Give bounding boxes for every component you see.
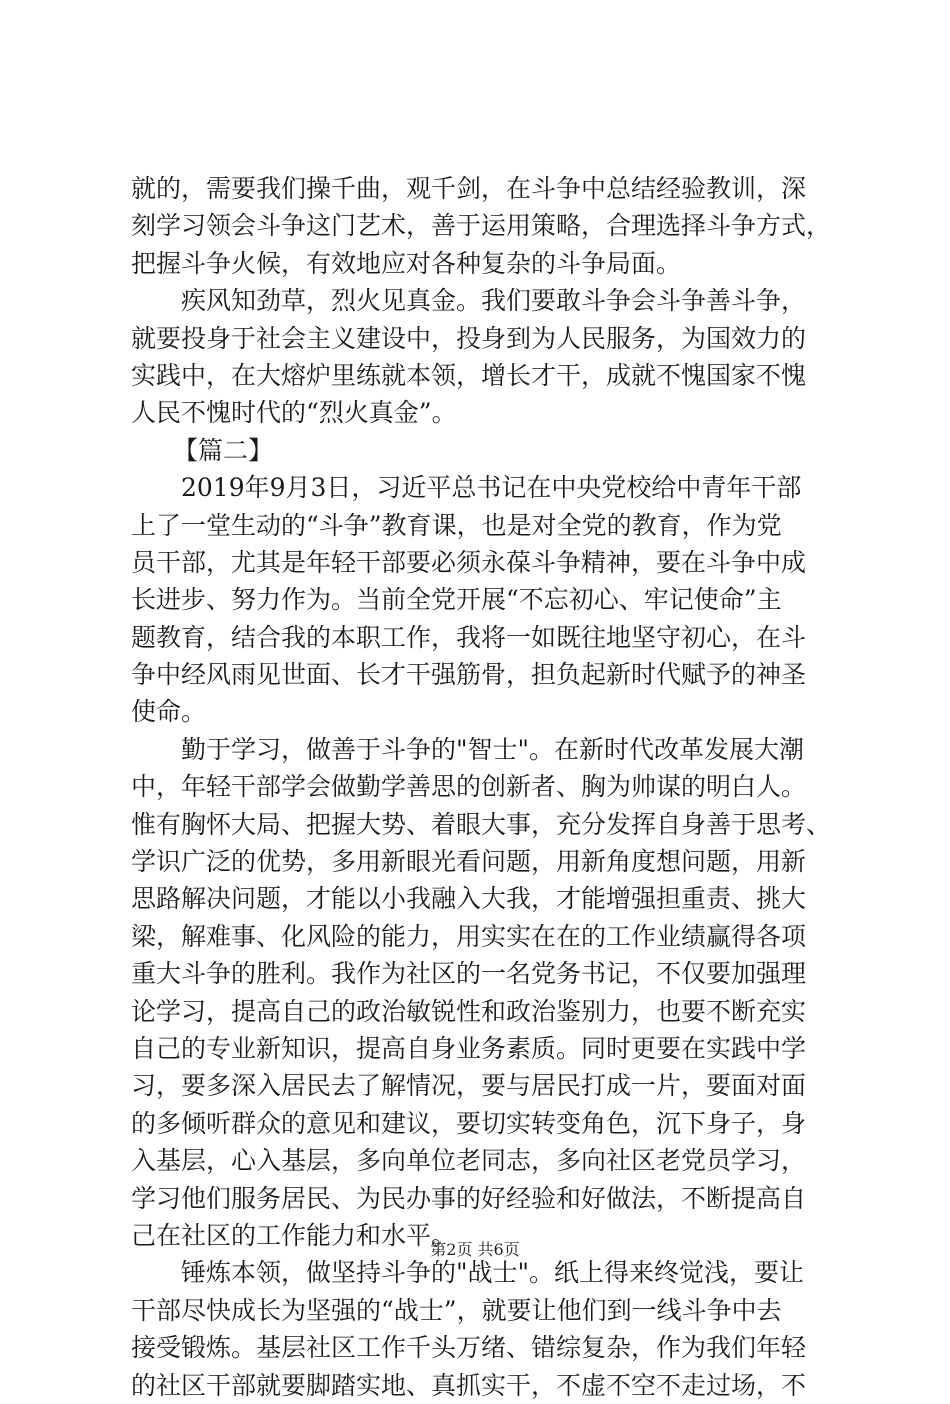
text-line: 争中经风雨见世面、长才干强筋骨，担负起新时代赋予的神圣 [131,660,807,690]
text-line: 己在社区的工作能力和水平。 [131,1220,457,1250]
text-line: 干部尽快成长为坚强的“战士”，就要让他们到一线斗争中去 [131,1295,782,1325]
text-line: 的多倾听群众的意见和建议，要切实转变角色，沉下身子，身 [131,1108,807,1138]
text-line: 重大斗争的胜利。我作为社区的一名党务书记，不仅要加强理 [131,959,807,989]
paragraph-start-line: 2019年9月3日，习近平总书记在中央党校给中青年干部 [181,473,802,503]
text-line: 梁，解难事、化风险的能力，用实实在在的工作业绩赢得各项 [131,921,807,951]
text-line: 习，要多深入居民去了解情况，要与居民打成一片，要面对面 [131,1071,807,1101]
text-line: 上了一堂生动的“斗争”教育课，也是对全党的教育，作为党 [131,510,782,540]
text-line: 思路解决问题，才能以小我融入大我，才能增强担重责、挑大 [131,884,807,914]
text-line: 长进步、努力作为。当前全党开展“不忘初心、牢记使命”主 [131,585,782,615]
section-heading: 【篇二】 [173,435,274,465]
text-line: 接受锻炼。基层社区工作千头万绪、错综复杂，作为我们年轻 [131,1333,807,1363]
paragraph-start-line: 勤于学习，做善于斗争的"智士"。在新时代改革发展大潮 [181,734,805,764]
text-line: 自己的专业新知识，提高自身业务素质。同时更要在实践中学 [131,1033,807,1063]
text-line: 的社区干部就要脚踏实地、真抓实干，不虚不空不走过场，不 [131,1370,807,1400]
text-line: 中，年轻干部学会做勤学善思的创新者、胸为帅谋的明白人。 [131,772,807,802]
text-line: 惟有胸怀大局、把握大势、着眼大事，充分发挥自身善于思考、 [131,809,832,839]
paragraph-start-line: 锤炼本领，做坚持斗争的"战士"。纸上得来终觉浅，要让 [181,1258,805,1288]
document-body [131,170,831,1404]
page-footer: 第2页 共6页 [430,1240,520,1259]
text-line: 论学习，提高自己的政治敏锐性和政治鉴别力，也要不断充实 [131,996,807,1026]
text-line: 刻学习领会斗争这门艺术，善于运用策略，合理选择斗争方式， [131,211,832,241]
text-line: 把握斗争火候，有效地应对各种复杂的斗争局面。 [131,248,682,278]
text-line: 实践中，在大熔炉里练就本领，增长才干，成就不愧国家不愧 [131,360,807,390]
text-line: 入基层，心入基层，多向单位老同志，多向社区老党员学习， [131,1146,807,1176]
paragraph-start-line: 疾风知劲草，烈火见真金。我们要敢斗争会斗争善斗争， [181,286,807,316]
text-line: 就的，需要我们操千曲，观千剑，在斗争中总结经验教训，深 [131,174,807,203]
text-line: 使命。 [131,697,207,727]
text-line: 学识广泛的优势，多用新眼光看问题，用新角度想问题，用新 [131,847,807,877]
text-line: 员干部，尤其是年轻干部要必须永葆斗争精神，要在斗争中成 [131,547,807,577]
text-line: 就要投身于社会主义建设中，投身到为人民服务，为国效力的 [131,323,807,353]
text-line: 人民不愧时代的“烈火真金”。 [131,398,457,428]
text-line: 题教育，结合我的本职工作，我将一如既往地坚守初心，在斗 [131,622,807,652]
text-line: 学习他们服务居民、为民办事的好经验和好做法，不断提高自 [131,1183,807,1213]
